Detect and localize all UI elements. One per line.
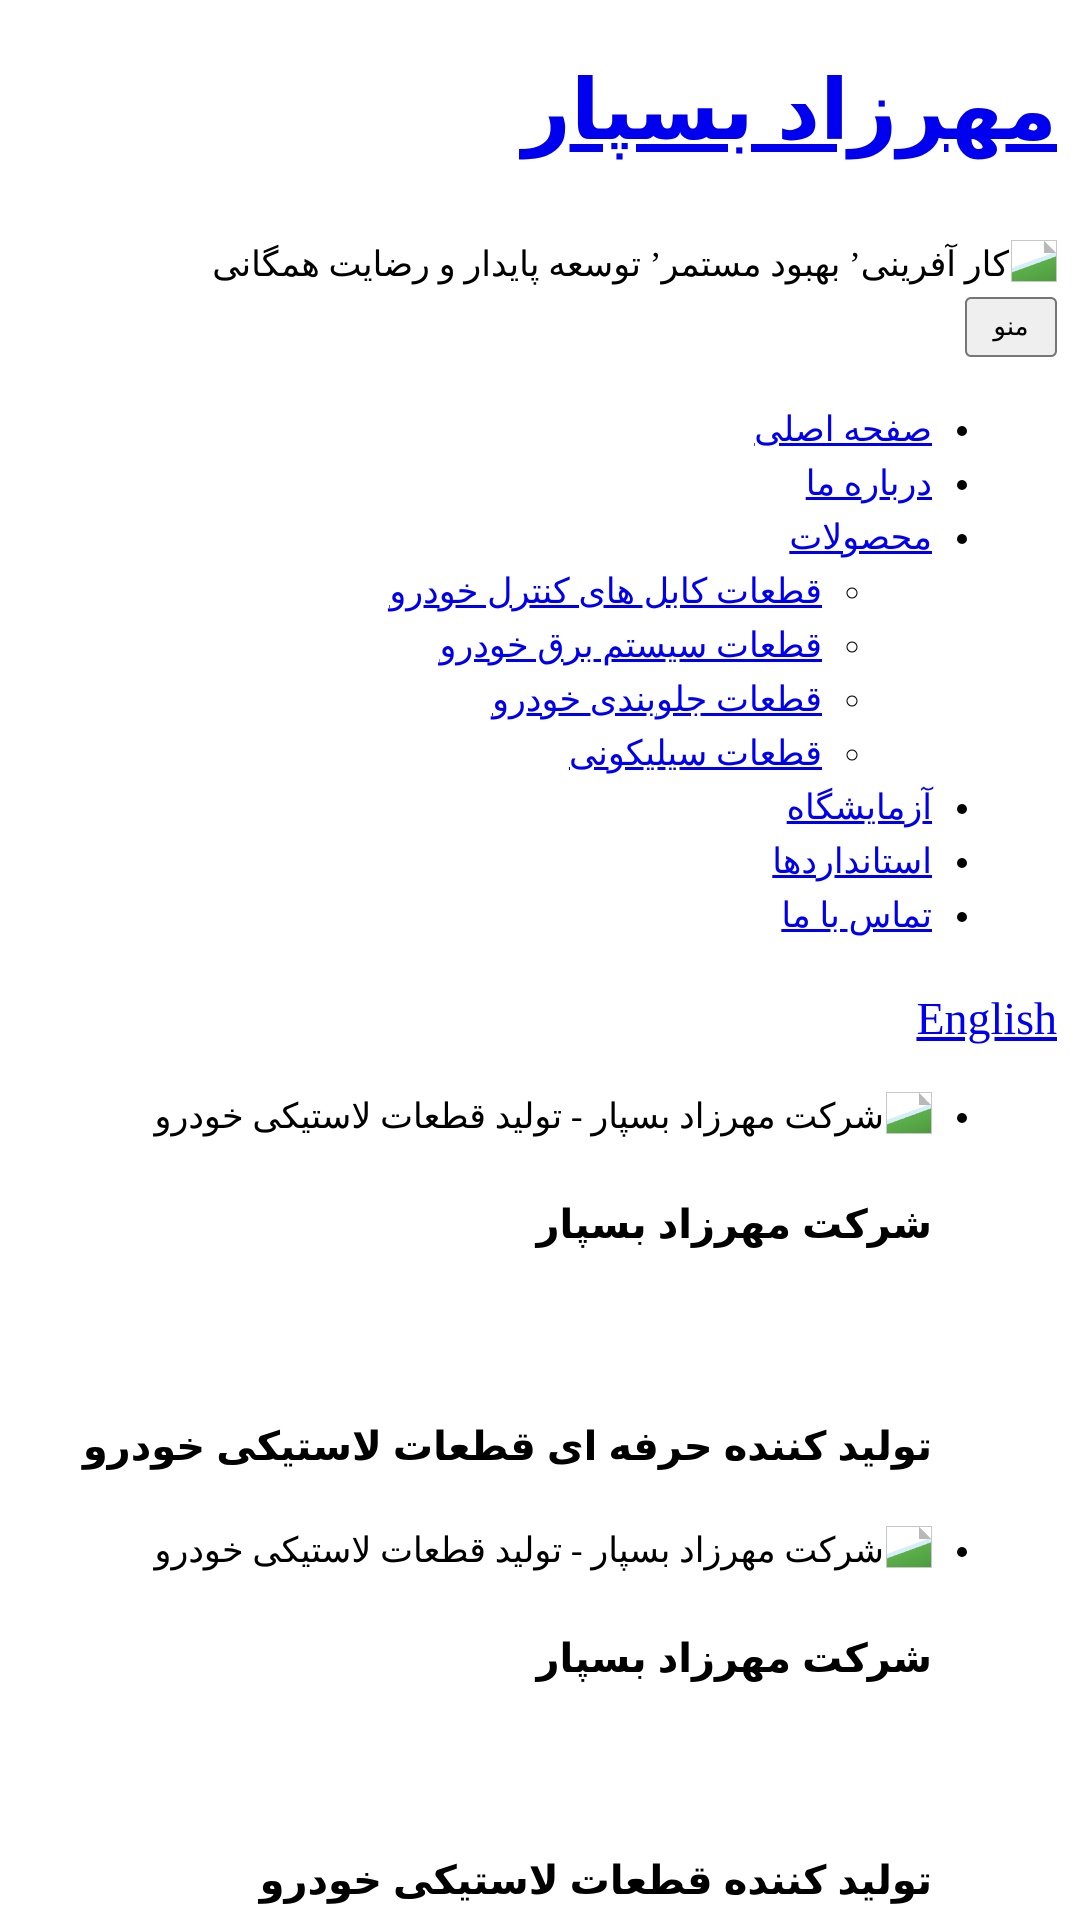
slide-image-icon (886, 1092, 932, 1134)
slide-heading: شرکت مهرزاد بسپار (536, 1637, 932, 1681)
submenu-link-electrical-system[interactable]: قطعات سیستم برق خودرو (439, 626, 822, 665)
slide-image-item (0, 1090, 940, 1144)
slide-spacer (0, 1250, 940, 1422)
site-title (522, 60, 1057, 161)
slide-image-alt: شرکت مهرزاد بسپار - تولید قطعات لاستیکی خودرو (154, 1097, 884, 1136)
products-submenu (389, 565, 932, 781)
submenu-link-suspension[interactable]: قطعات جلوبندی خودرو (492, 680, 822, 719)
slide-image-alt: شرکت مهرزاد بسپار - تولید قطعات لاستیکی خودرو (154, 1531, 884, 1570)
site-title-link[interactable]: مهرزاد بسپار (522, 63, 1057, 157)
submenu-link-control-cables[interactable]: قطعات کابل های کنترل خودرو (389, 572, 822, 611)
nav-item-home (389, 403, 940, 457)
submenu-item-suspension (389, 673, 830, 727)
slide-subheading: تولید کننده قطعات لاستیکی خودرو (259, 1859, 932, 1903)
slide-subheading: تولید کننده حرفه ای قطعات لاستیکی خودرو (82, 1425, 932, 1469)
slide-heading: شرکت مهرزاد بسپار (536, 1203, 932, 1247)
slide-spacer (0, 1684, 940, 1856)
submenu-item-control-cables (389, 565, 830, 619)
nav-link-standards[interactable]: استانداردها (772, 842, 932, 881)
slide-spacer (0, 1578, 940, 1634)
tagline-text: کار آفرینی’ بهبود مستمر’ توسعه پایدار و رضایت همگانی (212, 245, 1009, 284)
nav-link-laboratory[interactable]: آزمایشگاه (786, 788, 932, 827)
nav-link-home[interactable]: صفحه اصلی (754, 410, 932, 449)
nav-item-laboratory (389, 781, 940, 835)
menu-toggle-button[interactable]: منو (965, 297, 1057, 357)
submenu-item-electrical-system (389, 619, 830, 673)
slider (0, 1090, 1080, 1906)
submenu-link-silicone[interactable]: قطعات سیلیکونی (568, 734, 822, 773)
slide-spacer (0, 1472, 940, 1524)
language-switch-link[interactable]: English (916, 993, 1057, 1044)
nav-link-about[interactable]: درباره ما (805, 464, 932, 503)
submenu-item-silicone (389, 727, 830, 781)
nav-link-products[interactable]: محصولات (789, 518, 932, 557)
slide-image-icon (886, 1526, 932, 1568)
main-navigation (389, 403, 1080, 943)
nav-link-contact[interactable]: تماس با ما (781, 896, 932, 935)
slide-spacer (0, 1144, 940, 1200)
nav-item-products (389, 511, 940, 781)
nav-item-standards (389, 835, 940, 889)
nav-item-contact (389, 889, 940, 943)
nav-item-about (389, 457, 940, 511)
site-tagline (212, 240, 1057, 288)
slide-image-item (0, 1524, 940, 1578)
tagline-image-icon (1011, 240, 1057, 282)
